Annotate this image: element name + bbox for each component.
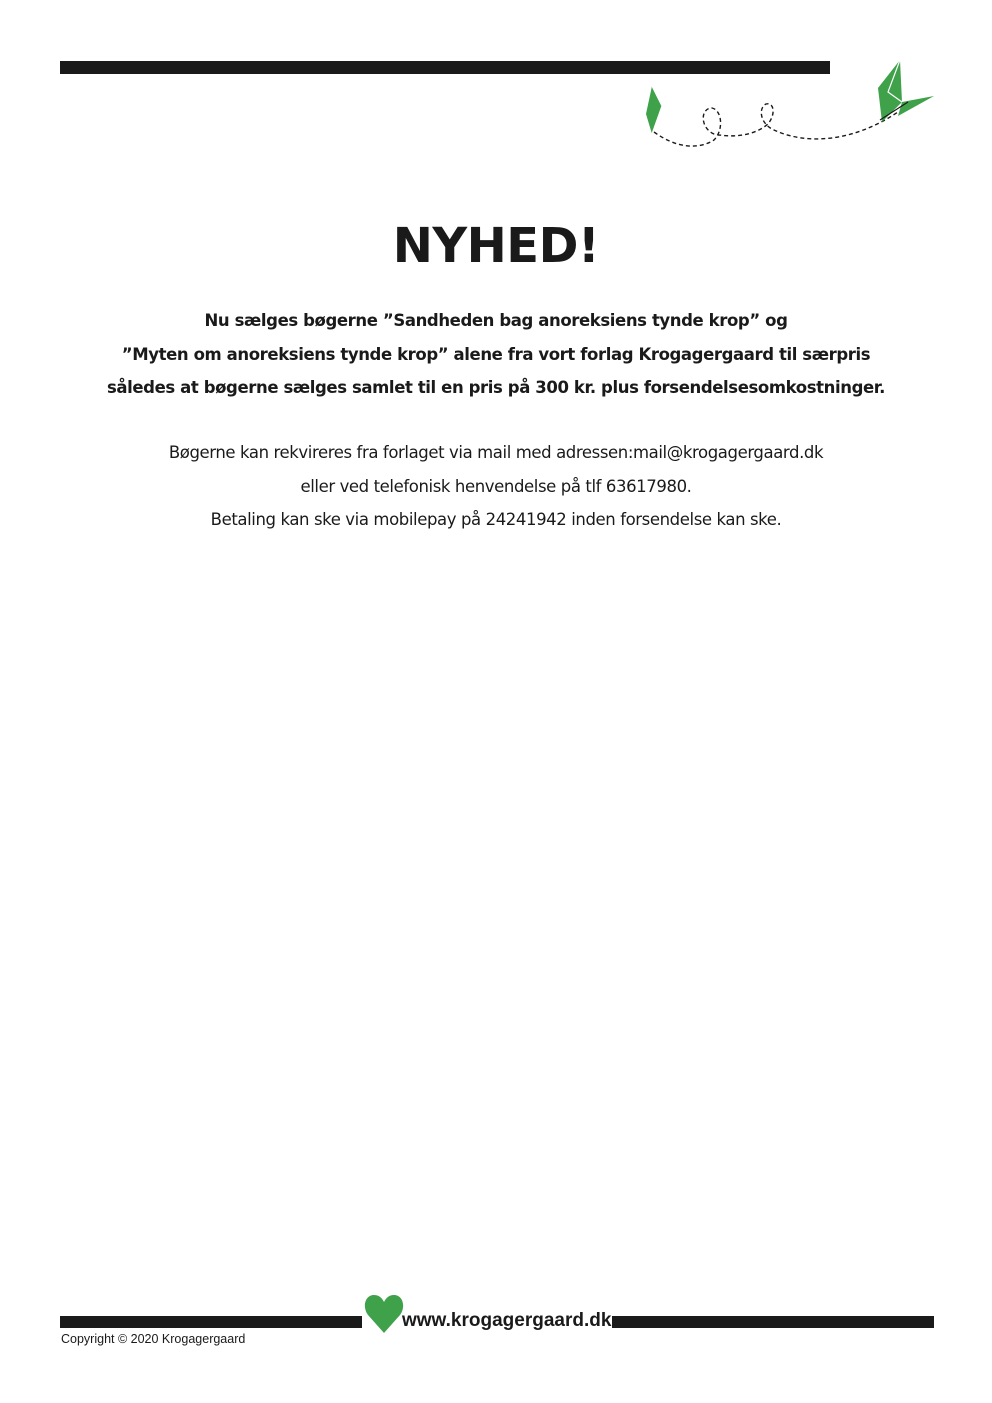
heart-icon [363, 1293, 405, 1335]
footer-rule-right [612, 1316, 934, 1328]
intro-line: således at bøgerne sælges samlet til en pris på 300 kr. plus forsendelsesomkostninger. [106, 378, 886, 397]
website-link[interactable]: www.krogagergaard.dk [402, 1310, 612, 1331]
copyright-text: Copyright © 2020 Krogagergaard [61, 1332, 246, 1346]
contact-line: Bøgerne kan rekvireres fra forlaget via mail med adressen:mail@krogagergaard.dk [168, 443, 824, 462]
contact-line: Betaling kan ske via mobilepay på 24241942 inden forsendelse kan ske. [210, 510, 782, 529]
page-title: NYHED! [392, 218, 600, 274]
intro-line: Nu sælges bøgerne ”Sandheden bag anoreksiens tynde krop” og [204, 311, 788, 330]
contact-line: eller ved telefonisk henvendelse på tlf 63617980. [300, 476, 692, 496]
intro-paragraph [0, 304, 992, 405]
contact-paragraph [0, 436, 992, 537]
butterfly-trail-icon [636, 58, 940, 158]
intro-line: ”Myten om anoreksiens tynde krop” alene fra vort forlag Krogagergaard til særpris [121, 344, 871, 364]
footer-rule-left [60, 1316, 362, 1328]
